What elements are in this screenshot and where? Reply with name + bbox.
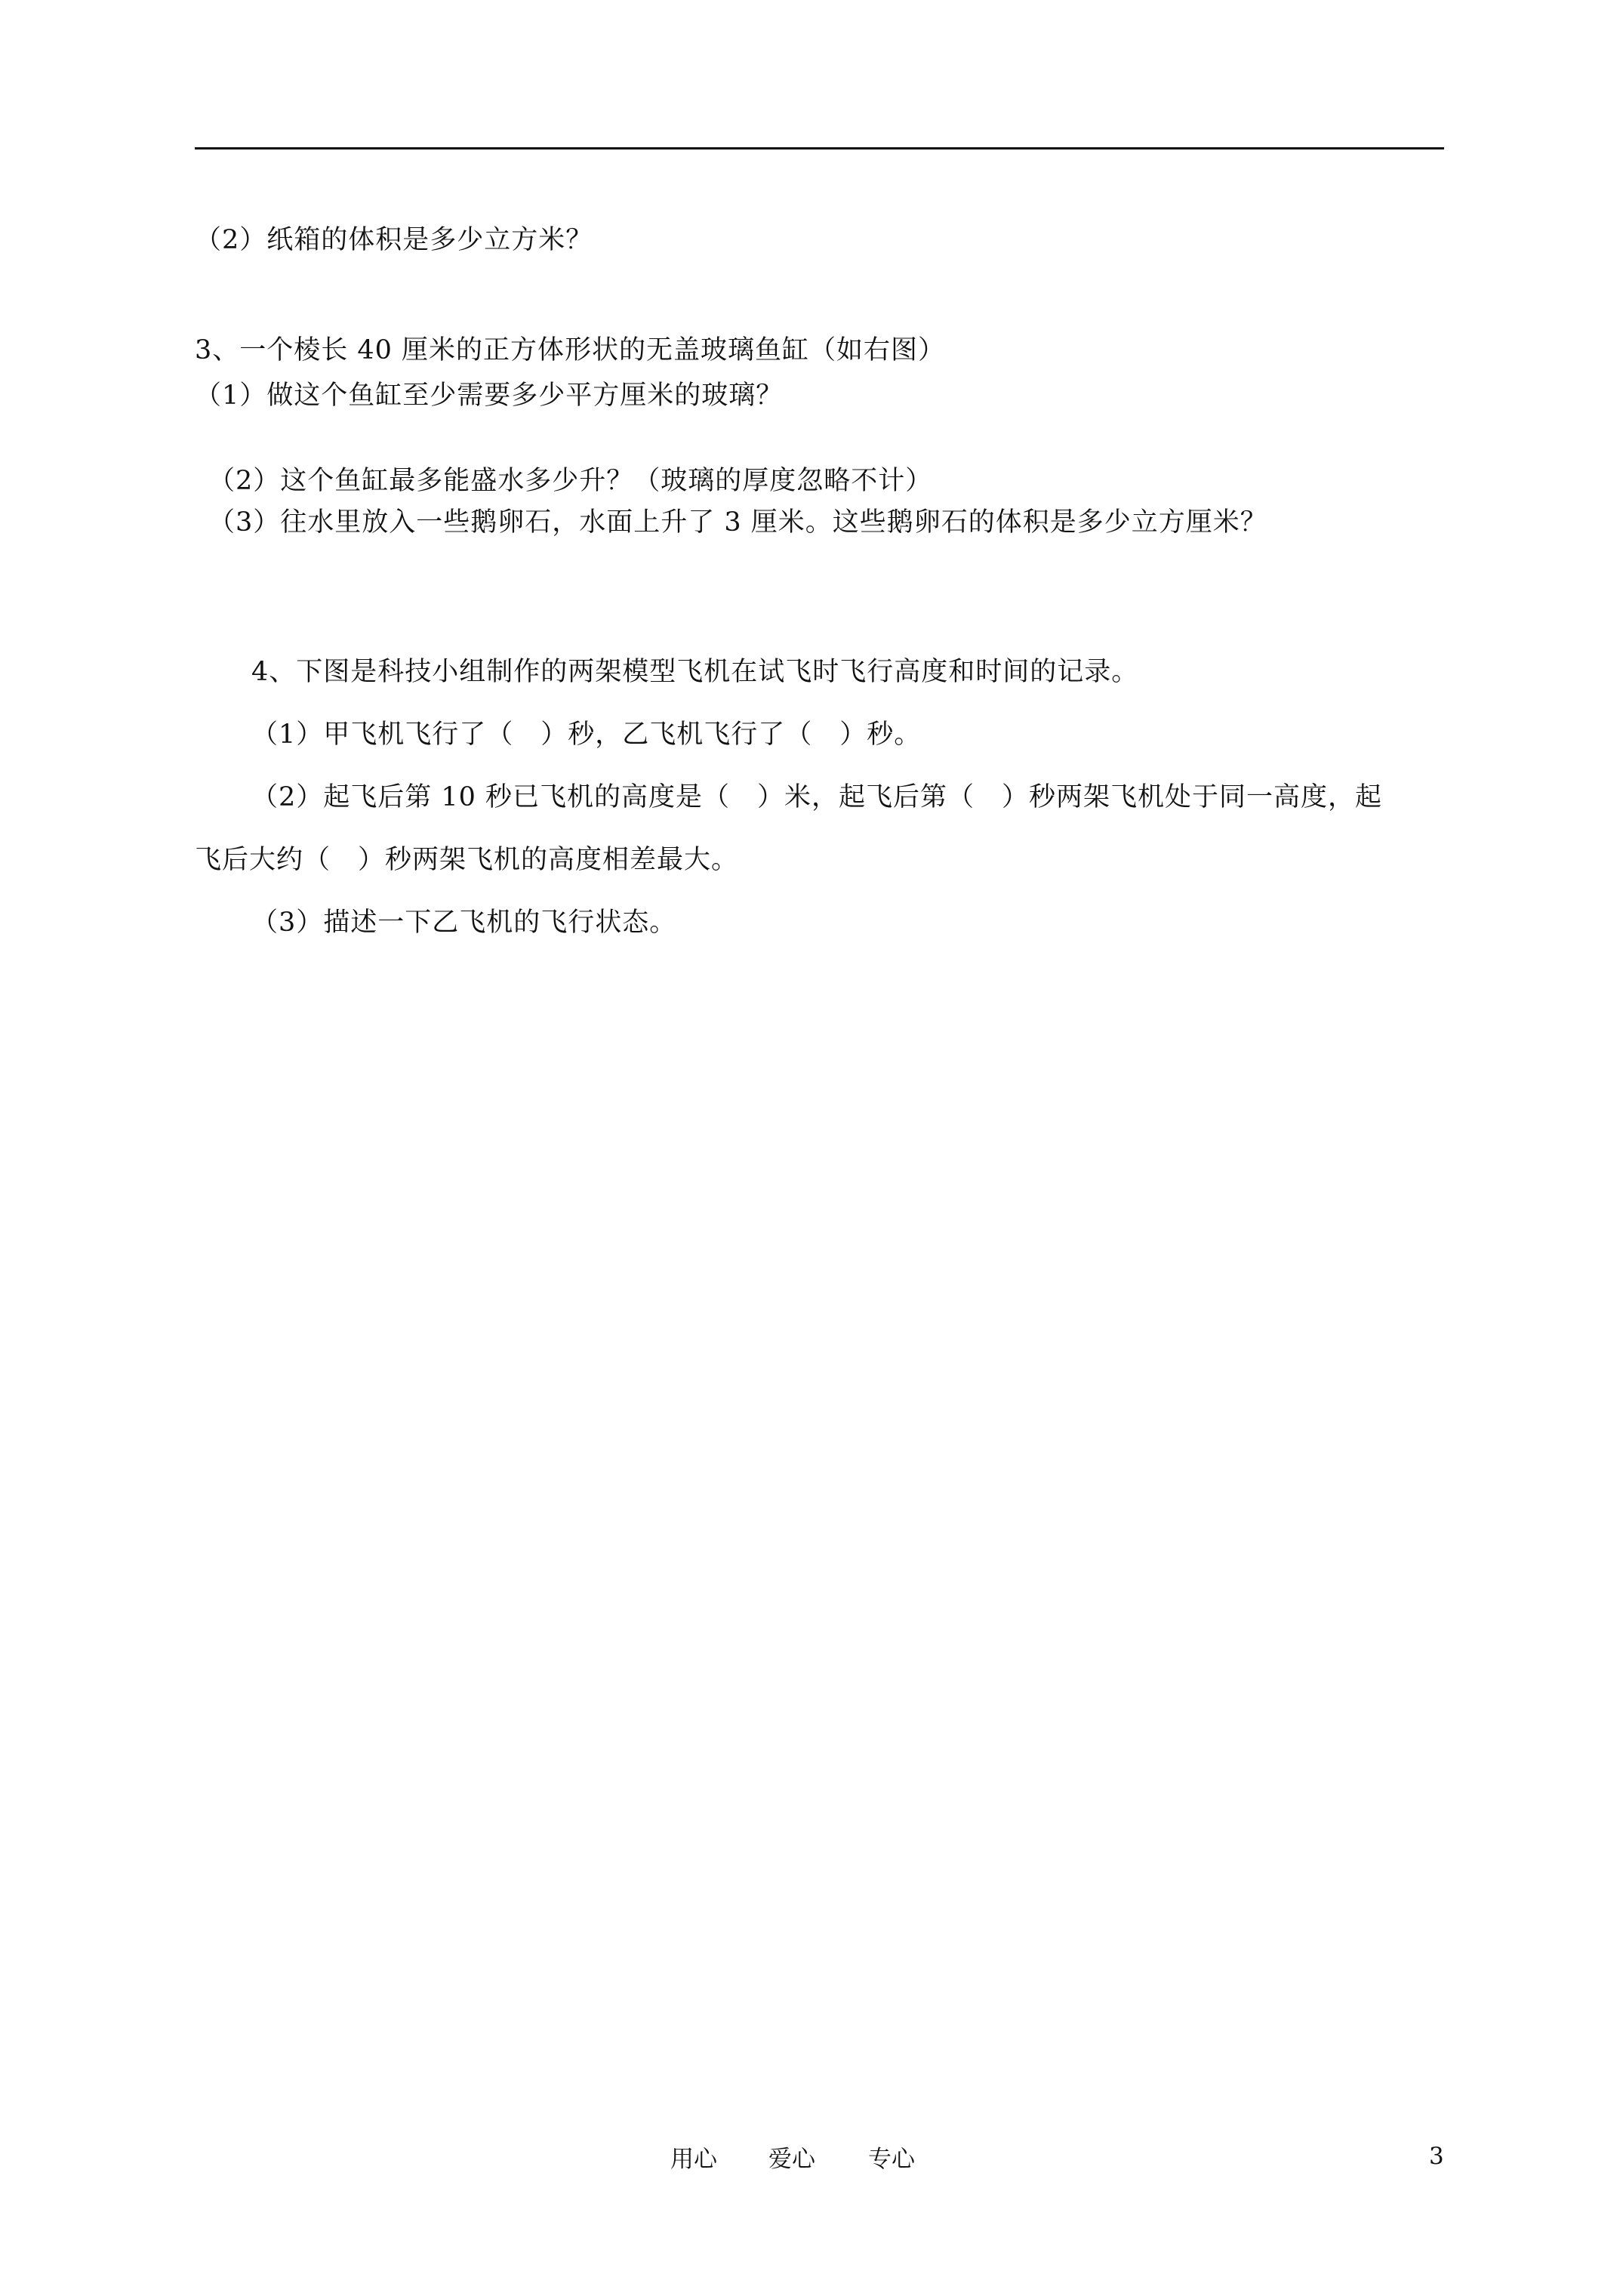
- q4-sub2-continuation-text: 飞后大约（ ）秒两架飞机的高度相差最大。: [195, 845, 739, 875]
- page-number: 3: [1429, 2143, 1444, 2170]
- footer-motto-2: 爱心: [768, 2146, 815, 2173]
- q3-stem-text: 3、一个棱长 40 厘米的正方体形状的无盖玻璃鱼缸（如右图）: [195, 335, 946, 365]
- q2-sub2-text: （2）纸箱的体积是多少立方米？: [195, 225, 593, 255]
- q4-stem-text: 4、下图是科技小组制作的两架模型飞机在试飞时飞行高度和时间的记录。: [251, 657, 1139, 687]
- header-rule: [195, 147, 1444, 149]
- footer-motto-3: 专心: [868, 2146, 915, 2173]
- q4-sub3-text: （3）描述一下乙飞机的飞行状态。: [251, 908, 677, 938]
- footer-motto-1: 用心: [670, 2146, 717, 2173]
- q4-sub2-text: （2）起飞后第 10 秒已飞机的高度是（ ）米，起飞后第（ ）秒两架飞机处于同一高度，起: [251, 782, 1383, 812]
- q3-sub2-text: （2）这个鱼缸最多能盛水多少升？（玻璃的厚度忽略不计）: [208, 466, 933, 496]
- q3-sub3-text: （3）往水里放入一些鹅卵石，水面上升了 3 厘米。这些鹅卵石的体积是多少立方厘米？: [208, 507, 1267, 538]
- q3-sub1-text: （1）做这个鱼缸至少需要多少平方厘米的玻璃？: [195, 381, 784, 411]
- q4-sub1-text: （1）甲飞机飞行了（ ）秒，乙飞机飞行了（ ）秒。: [251, 720, 922, 750]
